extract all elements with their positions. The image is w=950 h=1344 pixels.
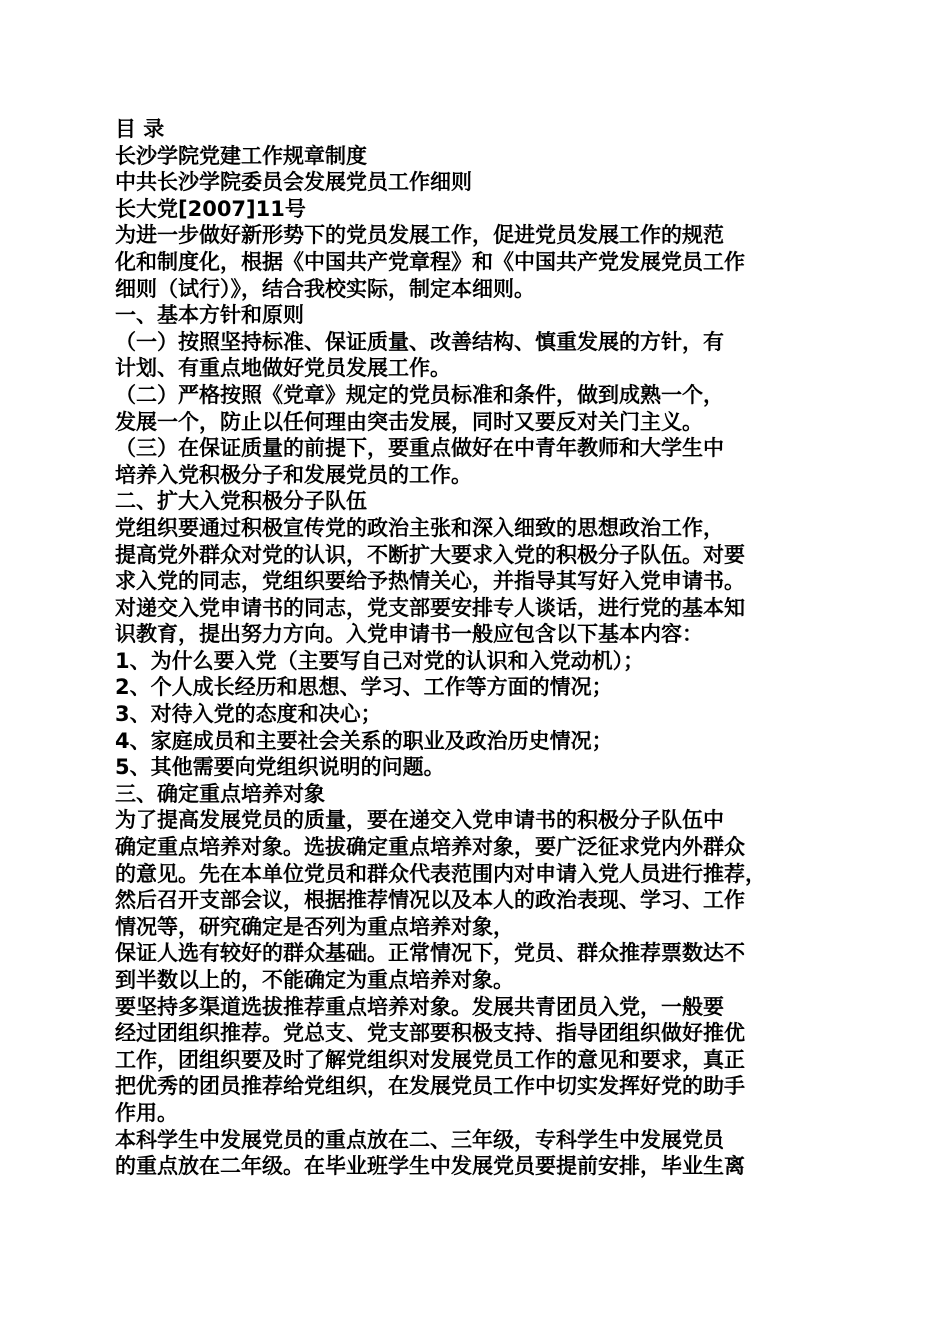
body-line: 要坚持多渠道选拔推荐重点培养对象。发展共青团员入党，一般要 [115, 994, 724, 1019]
body-line: 工作，团组织要及时了解党组织对发展党员工作的意见和要求，真正 [115, 1047, 745, 1072]
body-line: 然后召开支部会议，根据推荐情况以及本人的政治表现、学习、工作 [115, 888, 745, 913]
body-line: 的重点放在二年级。在毕业班学生中发展党员要提前安排，毕业生离 [115, 1154, 745, 1179]
body-line: 发展一个，防止以任何理由突击发展，同时又要反对关门主义。 [115, 409, 703, 434]
body-line: 求入党的同志，党组织要给予热情关心，并指导其写好入党申请书。 [115, 569, 745, 594]
document-page [115, 116, 855, 1180]
section-title: 长沙学院党建工作规章制度 [115, 143, 367, 168]
list-item: 2、个人成长经历和思想、学习、工作等方面的情况； [115, 675, 613, 700]
document-title: 中共长沙学院委员会发展党员工作细则 [115, 170, 472, 195]
body-line: 党组织要通过积极宣传党的政治主张和深入细致的思想政治工作， [115, 515, 724, 540]
body-line: 提高党外群众对党的认识，不断扩大要求入党的积极分子队伍。对要 [115, 542, 745, 567]
toc-heading: 目 录 [115, 117, 165, 141]
body-line: 的意见。先在本单位党员和群众代表范围内对申请入党人员进行推荐， [115, 861, 766, 886]
list-item: 4、家庭成员和主要社会关系的职业及政治历史情况； [115, 728, 613, 753]
body-line: （二）严格按照《党章》规定的党员标准和条件，做到成熟一个， [115, 382, 724, 407]
body-line: 到半数以上的，不能确定为重点培养对象。 [115, 968, 514, 992]
body-line: 细则（试行）》，结合我校实际，制定本细则。 [115, 276, 535, 301]
body-line: 为了提高发展党员的质量，要在递交入党申请书的积极分子队伍中 [115, 808, 724, 833]
list-item: 5、其他需要向党组织说明的问题。 [115, 755, 445, 780]
document-number: 长大党[2007]11号 [115, 196, 306, 221]
body-line: 培养入党积极分子和发展党员的工作。 [115, 462, 472, 487]
body-line: 作用。 [115, 1100, 178, 1125]
body-line: 经过团组织推荐。党总支、党支部要积极支持、指导团组织做好推优 [115, 1021, 745, 1046]
section-heading: 二、扩大入党积极分子队伍 [115, 489, 367, 514]
body-line: 对递交入党申请书的同志，党支部要安排专人谈话，进行党的基本知 [115, 595, 745, 620]
body-line: 化和制度化，根据《中国共产党章程》和《中国共产党发展党员工作 [115, 249, 745, 274]
body-line: 情况等，研究确定是否列为重点培养对象， [115, 914, 514, 939]
body-line: 确定重点培养对象。选拔确定重点培养对象，要广泛征求党内外群众 [115, 835, 745, 860]
section-heading: 三、确定重点培养对象 [115, 781, 325, 806]
body-line: （三）在保证质量的前提下，要重点做好在中青年教师和大学生中 [115, 436, 724, 461]
body-line: （一）按照坚持标准、保证质量、改善结构、慎重发展的方针，有 [115, 329, 724, 354]
body-line: 保证人选有较好的群众基础。正常情况下，党员、群众推荐票数达不 [115, 941, 745, 966]
body-line: 识教育，提出努力方向。入党申请书一般应包含以下基本内容： [115, 622, 703, 647]
body-line: 把优秀的团员推荐给党组织，在发展党员工作中切实发挥好党的助手 [115, 1074, 745, 1099]
list-item: 1、为什么要入党（主要写自己对党的认识和入党动机）； [115, 648, 645, 673]
body-line: 为进一步做好新形势下的党员发展工作，促进党员发展工作的规范 [115, 223, 724, 248]
list-item: 3、对待入党的态度和决心； [115, 702, 382, 727]
section-heading: 一、基本方针和原则 [115, 303, 304, 328]
body-line: 本科学生中发展党员的重点放在二、三年级，专科学生中发展党员 [115, 1127, 724, 1152]
body-line: 计划、有重点地做好党员发展工作。 [115, 356, 451, 381]
